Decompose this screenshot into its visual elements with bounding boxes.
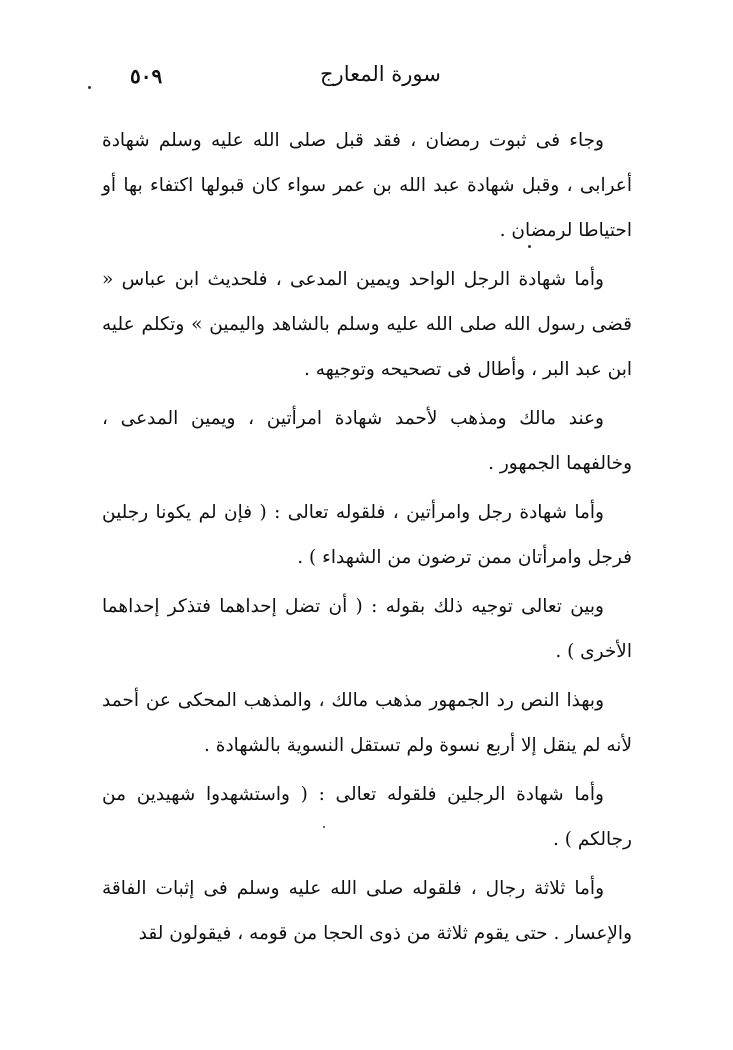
paragraph-single-witness-oath: وأما شهادة الرجل الواحد ويمين المدعى ، فلحديث ابن عباس « قضى رسول الله صلى الله عليه وسلم بالشاهد واليمين » وتكلم عليه ابن عبد البر ، وأطال فى تصحيحه وتوجيهه . [102,269,632,380]
paragraph-ramadan-witness: وجاء فى ثبوت رمضان ، فقد قبل صلى الله عليه وسلم شهادة أعرابى ، وقبل شهادة عبد الله بن عمر سواء كان قبولها اكتفاء بها أو احتياطا لرمضان . [102,130,632,241]
page-number: ٥٠٩ [130,64,163,88]
paragraph-two-men: وأما شهادة الرجلين فلقوله تعالى : ( واستشهدوا شهيدين من رجالكم ) . [102,784,632,850]
paragraph-majority-response: وبهذا النص رد الجمهور مذهب مالك ، والمذهب المحكى عن أحمد لأنه لم ينقل إلا أربع نسوة ولم تستقل النسوية بالشهادة . [102,690,632,756]
running-title: سورة المعارج [320,62,441,86]
page-header [95,62,640,98]
paragraph-two-women: وعند مالك ومذهب لأحمد شهادة امرأتين ، ويمين المدعى ، وخالفهما الجمهور . [102,408,632,474]
print-speck [88,86,91,89]
body-text [102,118,632,960]
paragraph-explanation: وبين تعالى توجيه ذلك بقوله : ( أن تضل إحداهما فتذكر إحداهما الأخرى ) . [102,596,632,662]
paragraph-man-two-women: وأما شهادة رجل وامرأتين ، فلقوله تعالى : ( فإن لم يكونا رجلين فرجل وامرأتان ممن ترضون من الشهداء ) . [102,502,632,568]
paragraph-three-men: وأما ثلاثة رجال ، فلقوله صلى الله عليه وسلم فى إثبات الفاقة والإعسار . حتى يقوم ثلاثة من ذوى الحجا من قومه ، فيقولون لقد [102,878,632,944]
